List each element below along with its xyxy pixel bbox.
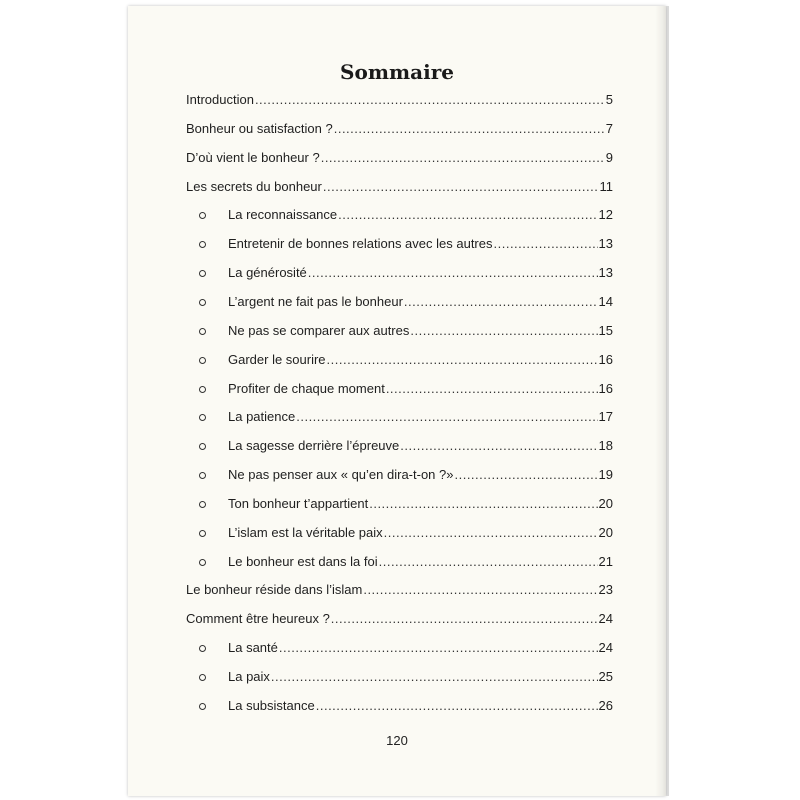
toc-entry <box>228 294 613 309</box>
toc-entry <box>228 409 613 424</box>
bullet-circle-icon <box>199 357 206 364</box>
toc-entry-label: La patience <box>228 409 296 424</box>
toc-entry-page: 7 <box>605 121 613 136</box>
dot-leader <box>384 525 598 540</box>
dot-leader <box>379 554 598 569</box>
toc-entry-page: 20 <box>598 496 613 511</box>
bullet-circle-icon <box>199 386 206 393</box>
toc-entry-page: 17 <box>598 409 613 424</box>
toc-entry <box>228 381 613 396</box>
toc-entry-label: Ton bonheur t’appartient <box>228 496 369 511</box>
toc-entry-label: Ne pas se comparer aux autres <box>228 323 410 338</box>
bullet-circle-icon <box>199 472 206 479</box>
toc-entry-page: 14 <box>598 294 613 309</box>
toc-entry-page: 21 <box>598 554 613 569</box>
toc-entry-page: 25 <box>598 669 613 684</box>
toc-entry <box>186 150 613 165</box>
dot-leader <box>369 496 597 511</box>
bullet-circle-icon <box>199 645 206 652</box>
toc-entry-label: Introduction <box>186 92 254 107</box>
toc-entry-label: L’islam est la véritable paix <box>228 525 383 540</box>
toc-entry-page: 16 <box>598 381 613 396</box>
toc-entry <box>228 698 613 713</box>
dot-leader <box>323 179 599 194</box>
toc-entry-label: Les secrets du bonheur <box>186 179 322 194</box>
toc-entry <box>228 640 613 655</box>
dot-leader <box>279 640 598 655</box>
toc-entry <box>228 236 613 251</box>
toc-entry <box>228 323 613 338</box>
toc-entry <box>186 179 613 194</box>
toc-entry-label: La paix <box>228 669 270 684</box>
dot-leader <box>410 323 597 338</box>
toc-entry <box>228 467 613 482</box>
dot-leader <box>338 207 597 222</box>
toc-entry-page: 16 <box>598 352 613 367</box>
dot-leader <box>400 438 597 453</box>
toc-entry-page: 19 <box>598 467 613 482</box>
toc-entry-page: 24 <box>598 611 613 626</box>
bullet-circle-icon <box>199 530 206 537</box>
toc-entry-label: La subsistance <box>228 698 315 713</box>
dot-leader <box>255 92 605 107</box>
toc-entry-label: L’argent ne fait pas le bonheur <box>228 294 403 309</box>
toc-entry-page: 23 <box>598 582 613 597</box>
bullet-circle-icon <box>199 674 206 681</box>
toc-entry-label: D’où vient le bonheur ? <box>186 150 320 165</box>
bullet-circle-icon <box>199 703 206 710</box>
toc-entry-page: 9 <box>605 150 613 165</box>
bullet-circle-icon <box>199 443 206 450</box>
toc-entry <box>228 265 613 280</box>
toc-entry <box>186 92 613 107</box>
toc-entry <box>186 121 613 136</box>
bullet-circle-icon <box>199 299 206 306</box>
bullet-circle-icon <box>199 328 206 335</box>
bullet-circle-icon <box>199 270 206 277</box>
bullet-circle-icon <box>199 212 206 219</box>
dot-leader <box>334 121 605 136</box>
toc-entry-page: 15 <box>598 323 613 338</box>
toc-entry-label: Profiter de chaque moment <box>228 381 385 396</box>
page-title: Sommaire <box>340 60 454 84</box>
toc-entry-label: La générosité <box>228 265 307 280</box>
dot-leader <box>331 611 598 626</box>
toc-entry-page: 18 <box>598 438 613 453</box>
toc-entry-label: La reconnaissance <box>228 207 338 222</box>
toc-entry-page: 13 <box>598 236 613 251</box>
page-edge-shadow <box>655 6 669 796</box>
toc-entry-label: Garder le sourire <box>228 352 326 367</box>
toc-entry <box>186 611 613 626</box>
bullet-circle-icon <box>199 414 206 421</box>
toc-entry-page: 11 <box>599 179 613 194</box>
toc-entry <box>228 496 613 511</box>
toc-entry-page: 20 <box>598 525 613 540</box>
toc-entry-label: Entretenir de bonnes relations avec les autres <box>228 236 493 251</box>
dot-leader <box>308 265 598 280</box>
dot-leader <box>327 352 598 367</box>
toc-entry-label: Le bonheur réside dans l’islam <box>186 582 363 597</box>
bullet-circle-icon <box>199 241 206 248</box>
toc-entry <box>228 207 613 222</box>
toc-entry <box>186 582 613 597</box>
toc-entry <box>228 352 613 367</box>
page-number: 120 <box>386 733 408 748</box>
toc-entry-page: 12 <box>598 207 613 222</box>
toc-entry-label: Le bonheur est dans la foi <box>228 554 378 569</box>
dot-leader <box>494 236 598 251</box>
toc-entry-label: Ne pas penser aux « qu’en dira-t-on ?» <box>228 467 454 482</box>
toc-entry-label: La sagesse derrière l’épreuve <box>228 438 400 453</box>
toc-entry-page: 26 <box>598 698 613 713</box>
dot-leader <box>404 294 598 309</box>
dot-leader <box>321 150 605 165</box>
toc-entry <box>228 525 613 540</box>
toc-entry <box>228 669 613 684</box>
dot-leader <box>296 409 597 424</box>
toc-entry-label: La santé <box>228 640 278 655</box>
toc-entry <box>228 438 613 453</box>
dot-leader <box>363 582 597 597</box>
dot-leader <box>316 698 598 713</box>
bullet-circle-icon <box>199 559 206 566</box>
bullet-circle-icon <box>199 501 206 508</box>
dot-leader <box>454 467 597 482</box>
toc-entry <box>228 554 613 569</box>
dot-leader <box>271 669 598 684</box>
toc-entry-page: 24 <box>598 640 613 655</box>
toc-entry-label: Comment être heureux ? <box>186 611 330 626</box>
dot-leader <box>386 381 598 396</box>
toc-entry-page: 13 <box>598 265 613 280</box>
toc-entry-page: 5 <box>605 92 613 107</box>
toc-entry-label: Bonheur ou satisfaction ? <box>186 121 333 136</box>
